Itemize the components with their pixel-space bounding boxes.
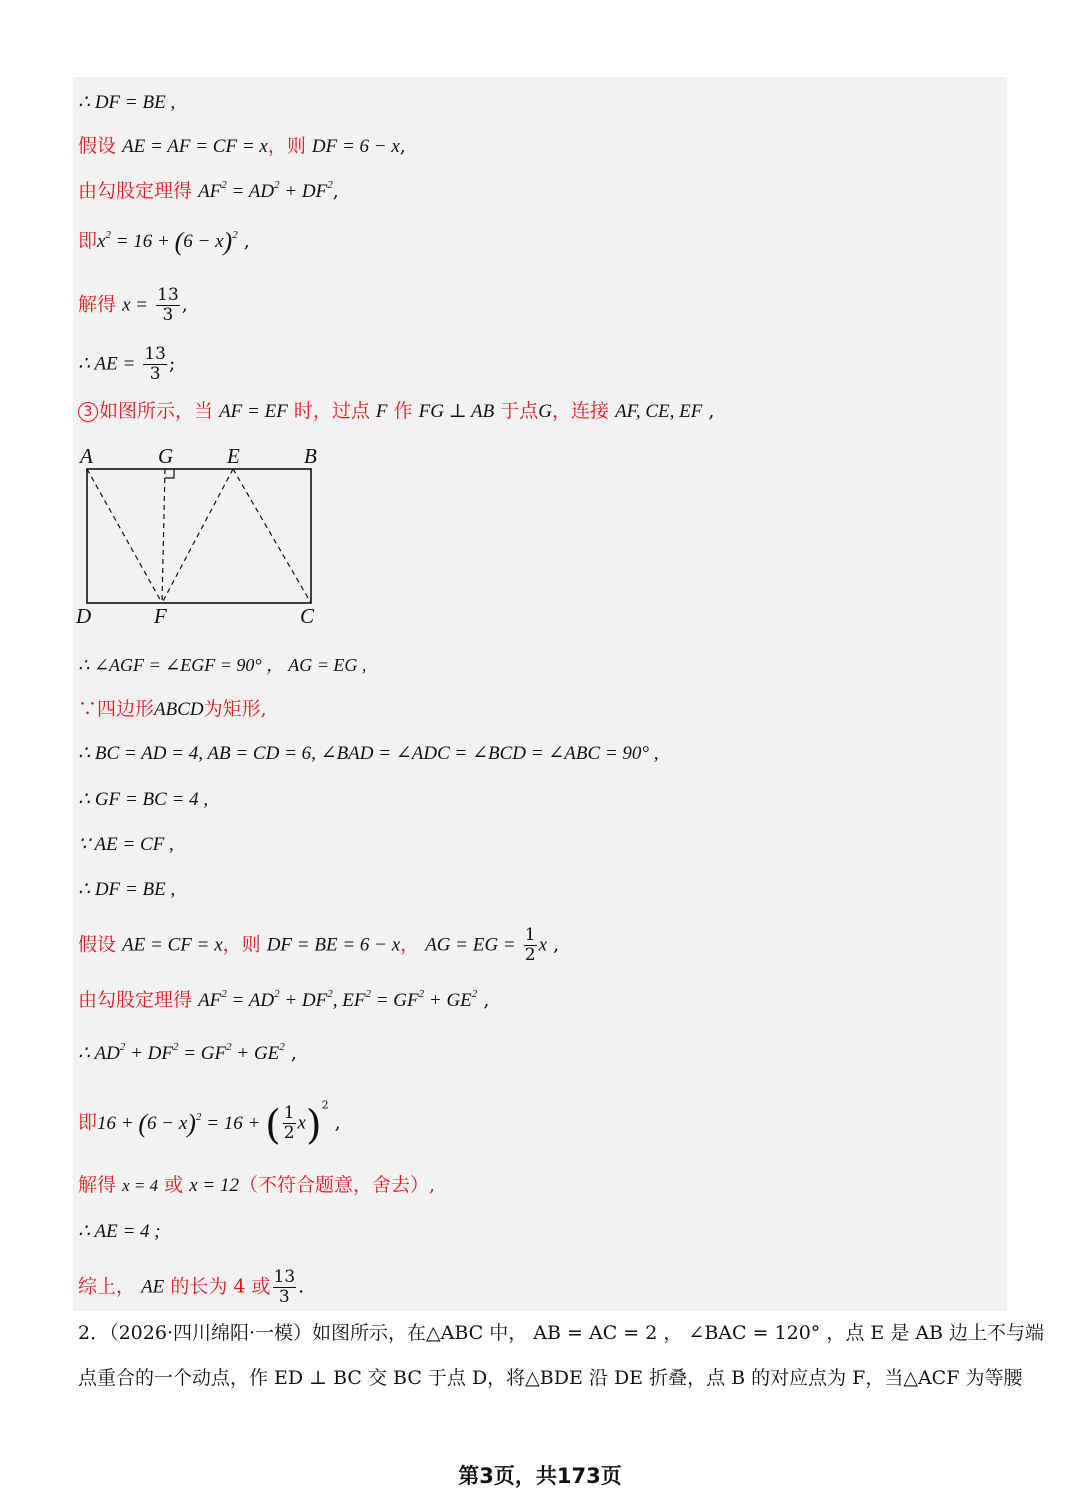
question-2-line-1: 2．（2026·四川绵阳·一模）如图所示，在△ABC 中， AB = AC = 2 ， ∠BAC = 120° ，点 E 是 AB 边上不与端 (78, 1322, 1045, 1344)
label-f: F (154, 604, 167, 628)
fraction-1-2: $\frac{1}{2}$ (524, 925, 536, 965)
line-solve-2: 解得 x = 4 或 x = 12（不符合题意，舍去）, (78, 1174, 436, 1196)
rect-abcd (87, 469, 311, 603)
label-c: C (300, 604, 315, 628)
line-equation-2: 即$16 + (6 - x)^2 = 16$ + ( $\frac{1}{2}$ x)$^2$ , (78, 1098, 341, 1149)
fraction-13-3-c: $\frac{13}{3}$ (273, 1267, 296, 1307)
line-sides: ∴ BC = AD = 4, AB = CD = 6, ∠BAD = ∠ADC = ∠BCD = ∠ABC = 90° , (78, 743, 659, 764)
label-e: E (227, 444, 240, 468)
segment-af (87, 469, 162, 603)
fraction-13-3: $\frac{13}{3}$ (157, 285, 179, 325)
label-a: A (80, 444, 93, 468)
line-rectangle: ∵四边形ABCD为矩形, (78, 698, 267, 720)
line-df-be-2: ∴ DF = BE , (78, 879, 176, 900)
line-angles: ∴ ∠AGF = ∠EGF = 90° ， AG = EG , (78, 655, 367, 675)
line-assume-2: 假设 AE = CF = x，则 DF = BE = 6 − x， AG = EG = $\frac{1}{2}$ x , (78, 925, 560, 965)
circled-number-icon: 3 (78, 402, 98, 422)
line-df-be-1: ∴ DF = BE , (78, 92, 176, 113)
line-gf: ∴ GF = BC = 4 , (78, 789, 209, 810)
label-d: D (76, 604, 92, 628)
label-b: B (304, 444, 317, 468)
page-number: 第3页，共173页 (458, 1464, 622, 1488)
line-pythag-1: 由勾股定理得 $AF^2 = AD^2 + DF^2$, (78, 179, 339, 202)
segment-ec (233, 469, 311, 603)
right-angle-mark (165, 469, 174, 478)
line-ae-cf: ∵ AE = CF , (78, 834, 174, 855)
line-solve-1: 解得 x = $\frac{13}{3}$ , (78, 285, 188, 325)
line-assume-1: 假设 AE = AF = CF = x，则 DF = 6 − x, (78, 135, 406, 157)
line-case-3: 3 如图所示，当 AF = EF 时，过点 F 作 FG ⊥ AB 于点G，连接 AF, CE, EF , (78, 398, 714, 425)
fraction-13-3-b: $\frac{13}{3}$ (144, 344, 166, 384)
label-g: G (158, 444, 174, 468)
segment-gf (162, 469, 165, 603)
line-pythag-2: 由勾股定理得 $AF^2 = AD^2 + DF^2$, $EF^2 = GF^2 + GE^2$ , (78, 988, 490, 1011)
line-ae-result-2: ∴ AE = 4 ; (78, 1221, 161, 1242)
line-ae-result-1: ∴ AE = $\frac{13}{3}$ ; (78, 344, 176, 384)
line-equation-1: 即$x^2 = 16 + (6 - x)^2$ , (78, 227, 250, 256)
line-equal-sums: ∴ $AD^2 + DF^2 = GF^2 + GE^2$ , (78, 1041, 297, 1064)
fraction-1-2-b: $\frac{1}{2}$ (283, 1103, 295, 1143)
rectangle-figure (72, 440, 332, 635)
question-2-line-2: 点重合的一个动点，作 ED ⊥ BC 交 BC 于点 D，将△BDE 沿 DE 折叠，点 B 的对应点为 F，当△ACF 为等腰 (78, 1367, 1023, 1389)
line-conclusion: 综上， AE 的长为 4 或 $\frac{13}{3}$ . (78, 1267, 305, 1307)
segment-ef (162, 469, 233, 603)
